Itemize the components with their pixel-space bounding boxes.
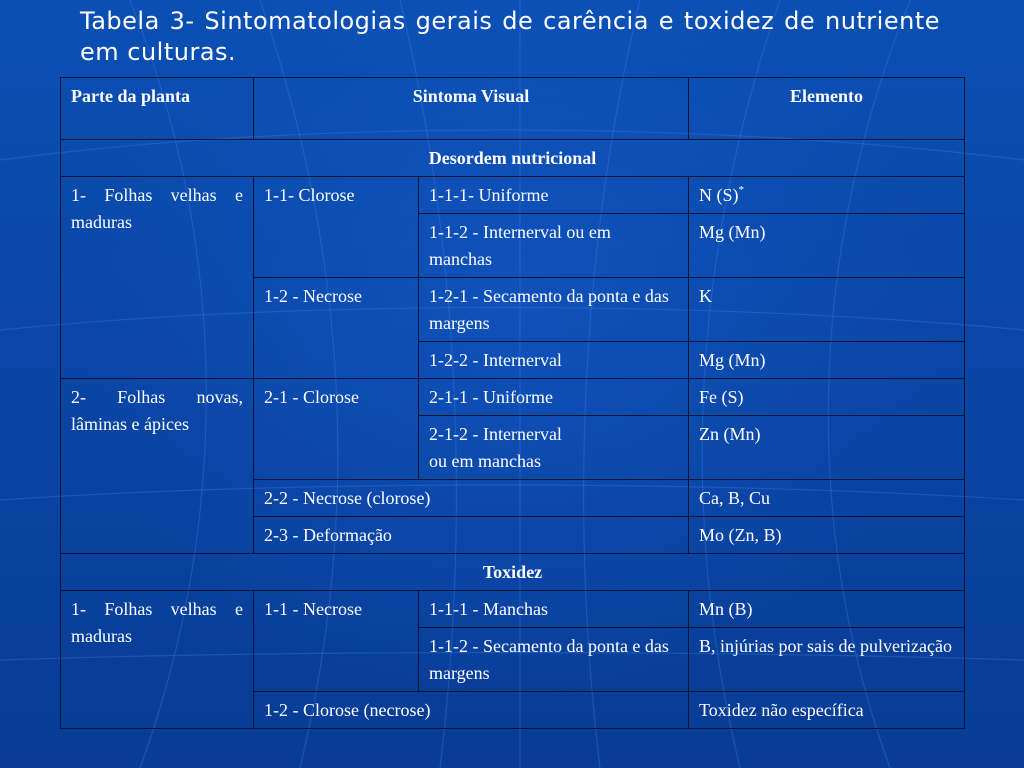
element-cell: Toxidez não específica — [689, 692, 965, 729]
section-deficiency: Desordem nutricional — [61, 140, 965, 177]
symptom-cell: 1-1- Clorose — [254, 177, 419, 278]
symptom-cell: 1-2 - Clorose (necrose) — [254, 692, 689, 729]
header-symptom: Sintoma Visual — [254, 78, 689, 140]
header-part: Parte da planta — [61, 78, 254, 140]
element-cell: Fe (S) — [689, 379, 965, 416]
element-cell: K — [689, 278, 965, 342]
detail-line: 2-1-2 - Internerval — [429, 424, 562, 444]
header-element: Elemento — [689, 78, 965, 140]
symptom-cell: 1-2 - Necrose — [254, 278, 419, 379]
detail-cell: 1-2-2 - Internerval — [419, 342, 689, 379]
symptoms-table — [60, 77, 965, 729]
table-row — [61, 591, 965, 628]
detail-cell: 1-1-2 - Secamento da ponta e das margens — [419, 628, 689, 692]
detail-line: ou em manchas — [429, 451, 541, 471]
table-row — [61, 177, 965, 214]
symptom-cell: 2-3 - Deformação — [254, 517, 689, 554]
symptom-cell: 1-1 - Necrose — [254, 591, 419, 692]
part-cell: 1- Folhas velhas e maduras — [61, 591, 254, 729]
detail-cell — [419, 416, 689, 480]
part-cell: 1- Folhas velhas e maduras — [61, 177, 254, 379]
section-row — [61, 554, 965, 591]
detail-cell: 2-1-1 - Uniforme — [419, 379, 689, 416]
element-cell: Ca, B, Cu — [689, 480, 965, 517]
symptom-cell: 2-1 - Clorose — [254, 379, 419, 480]
element-cell — [689, 177, 965, 214]
element-cell: Mn (B) — [689, 591, 965, 628]
section-toxicity: Toxidez — [61, 554, 965, 591]
detail-cell: 1-1-2 - Internerval ou em manchas — [419, 214, 689, 278]
element-value: N (S) — [699, 185, 739, 205]
detail-cell: 1-1-1- Uniforme — [419, 177, 689, 214]
part-cell: 2- Folhas novas, lâminas e ápices — [61, 379, 254, 554]
element-cell: Zn (Mn) — [689, 416, 965, 480]
footnote-mark: * — [738, 184, 745, 196]
element-cell: B, injúrias por sais de pulverização — [689, 628, 965, 692]
section-row — [61, 140, 965, 177]
table-row — [61, 379, 965, 416]
table-header-row — [61, 78, 965, 140]
element-cell: Mg (Mn) — [689, 214, 965, 278]
detail-cell: 1-2-1 - Secamento da ponta e das margens — [419, 278, 689, 342]
element-cell: Mo (Zn, B) — [689, 517, 965, 554]
slide-title: Tabela 3- Sintomatologias gerais de carência e toxidez de nutriente em culturas. — [80, 7, 940, 66]
detail-cell: 1-1-1 - Manchas — [419, 591, 689, 628]
element-cell: Mg (Mn) — [689, 342, 965, 379]
symptom-cell: 2-2 - Necrose (clorose) — [254, 480, 689, 517]
